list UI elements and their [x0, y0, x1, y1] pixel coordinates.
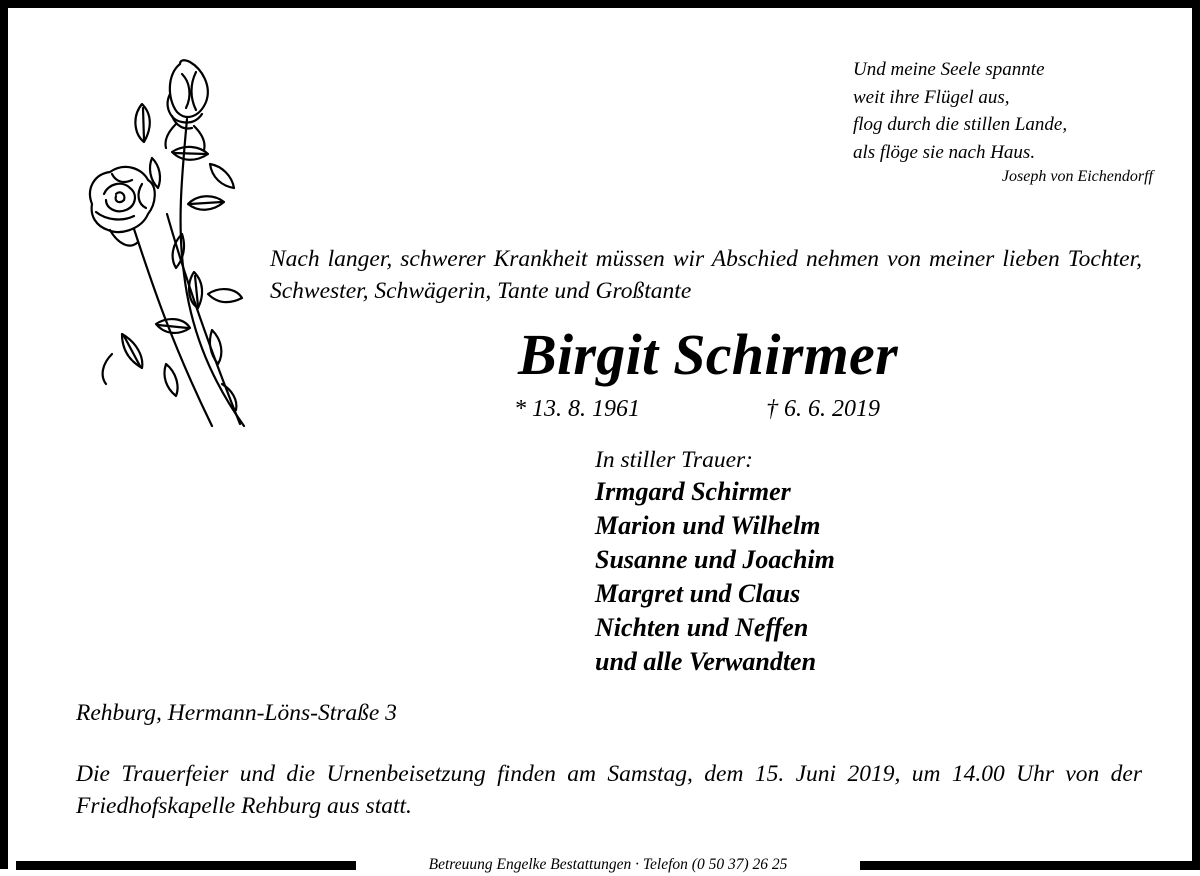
mourner-name: Susanne und Joachim [595, 545, 835, 574]
death-date: † 6. 6. 2019 [766, 396, 880, 422]
intro-text: Nach langer, schwerer Krankheit müssen wir Abschied nehmen von meiner lieben Tochter, Schwester, Schwägerin, Tante und Großtante [270, 246, 1142, 304]
poem-line: Und meine Seele spannte [853, 59, 1045, 80]
poem-author: Joseph von Eichendorff [1001, 168, 1153, 185]
mourner-name: Margret und Claus [595, 579, 801, 608]
mourner-name: Irmgard Schirmer [595, 477, 791, 506]
address: Rehburg, Hermann-Löns-Straße 3 [76, 700, 397, 726]
mourner-name: Marion und Wilhelm [595, 511, 821, 540]
poem-line: als flöge sie nach Haus. [853, 141, 1036, 163]
mourners-block [595, 445, 1015, 679]
rose-illustration [72, 54, 262, 434]
service-info: Die Trauerfeier und die Urnenbeisetzung finden am Samstag, dem 15. Juni 2019, um 14.00 Uhr von der Friedhofskapelle Rehburg aus statt. [76, 761, 1142, 819]
poem-line: flog durch die stillen Lande, [853, 114, 1068, 135]
footer-text: Betreuung Engelke Bestattungen · Telefon (0 50 37) 26 25 [428, 856, 788, 873]
deceased-name: Birgit Schirmer [518, 322, 898, 387]
birth-date: * 13. 8. 1961 [514, 396, 640, 422]
mourner-name: und alle Verwandten [595, 647, 817, 676]
mourners-heading: In stiller Trauer: [595, 447, 753, 473]
mourner-name: Nichten und Neffen [595, 613, 809, 642]
poem [853, 56, 1153, 188]
poem-line: weit ihre Flügel aus, [853, 86, 1010, 108]
